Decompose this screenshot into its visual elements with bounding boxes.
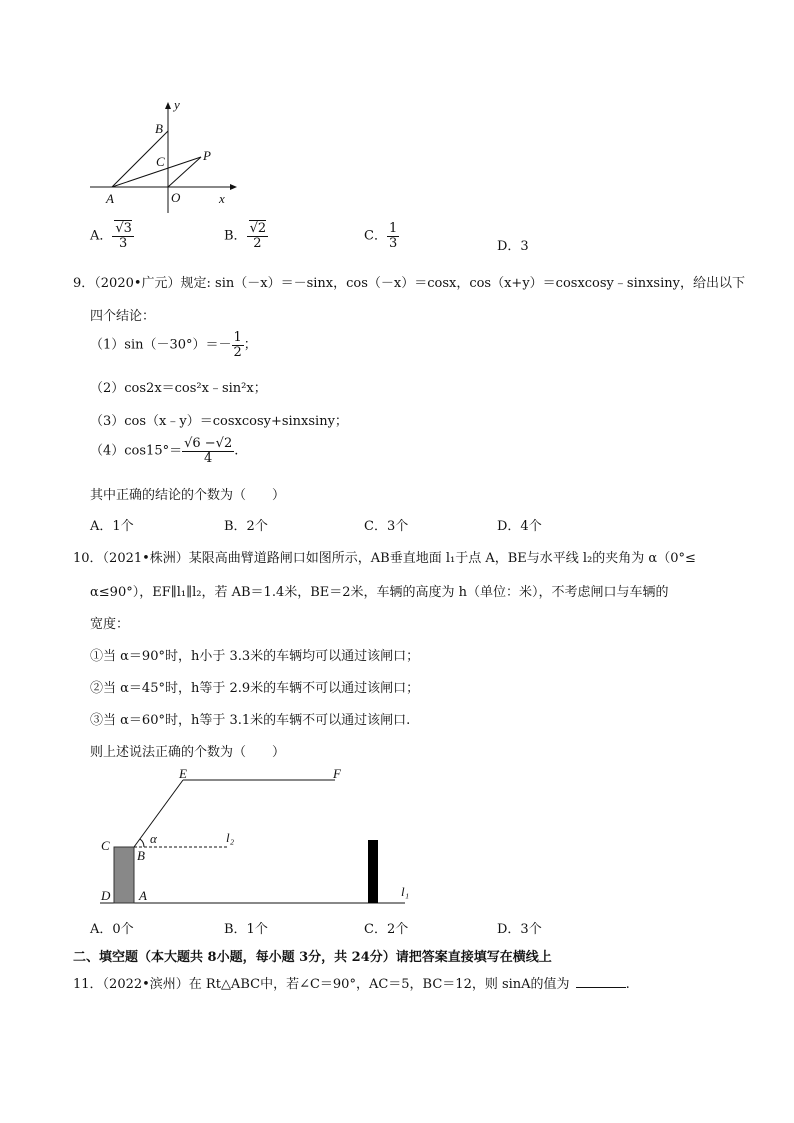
q9-stem-line2: 四个结论： [90, 309, 156, 324]
q10-statement-1: ①当 α＝90°时，h小于 3.3米的车辆均可以通过该闸口； [90, 649, 420, 664]
fig10-label-l1: l₁ [401, 884, 410, 899]
q8-option-d[interactable]: D．3 [497, 239, 529, 254]
fig8-label-x: x [219, 191, 225, 206]
q9-conclusion-3: （3）cos（x﹣y）＝cosxcosy+sinxsiny； [90, 414, 348, 429]
q9-conclusion-4: （4）cos15°＝ $\frac{√6 -√2}{4}$ . [90, 436, 239, 466]
q10-stem-line1: 10．（2021•株洲）某限高曲臂道路闸口如图所示，AB垂直地面 l₁于点 A，BE与水平线 l₂的夹角为 α（0°≤ [73, 551, 696, 566]
fig8-label-O: O [171, 190, 181, 205]
y-axis-arrow [165, 102, 171, 109]
x-axis-arrow [230, 184, 237, 190]
q10-option-c[interactable]: C．2个 [364, 922, 409, 937]
fig10-label-D: D [101, 888, 111, 903]
q9-stem-line1: 9．（2020•广元）规定: sin（－x）＝－sinx，cos（－x）＝cosx，cos（x+y）＝cosxcosy﹣sinxsiny，给出以下 [73, 276, 745, 291]
q9-option-a[interactable]: A．1个 [90, 519, 134, 534]
q8-option-b[interactable]: B． $\frac{√2}{2}$ [224, 221, 267, 251]
q9-option-b[interactable]: B．2个 [224, 519, 268, 534]
fig8-label-C: C [156, 154, 165, 169]
q9-option-d[interactable]: D．4个 [497, 519, 542, 534]
fig10-label-alpha: α [150, 831, 157, 846]
fig8-label-P: P [203, 148, 211, 163]
q10-stem-line3: 宽度： [90, 617, 130, 632]
angle-alpha-arc [140, 839, 144, 847]
q10-stem-line2: α≤90°），EF∥l₁∥l₂，若 AB＝1.4米，BE＝2米，车辆的高度为 h（单位：米），不考虑闸口与车辆的 [90, 585, 669, 600]
fig10-label-l2: l₂ [226, 830, 235, 845]
q10-option-b[interactable]: B．1个 [224, 922, 268, 937]
q10-figure [95, 768, 415, 908]
q10-option-d[interactable]: D．3个 [497, 922, 542, 937]
q9-question: 其中正确的结论的个数为（ ） [90, 488, 286, 503]
q10-question: 则上述说法正确的个数为（ ） [90, 745, 286, 760]
q11-answer-blank[interactable] [576, 977, 626, 988]
section-2-heading: 二、填空题（本大题共 8小题，每小题 3分，共 24分）请把答案直接填写在横线上 [73, 950, 552, 965]
q9-option-c[interactable]: C．3个 [364, 519, 409, 534]
segment-OP [168, 157, 201, 187]
fig8-label-A: A [106, 191, 114, 206]
fig8-label-B: B [155, 121, 163, 136]
q10-statement-2: ②当 α＝45°时，h等于 2.9米的车辆不可以通过该闸口； [90, 681, 420, 696]
vehicle-bar [368, 840, 378, 903]
q8-option-a[interactable]: A． $\frac{√3}{3}$ [90, 221, 132, 251]
q10-option-a[interactable]: A．0个 [90, 922, 134, 937]
q11-stem: 11．（2022•滨州）在 Rt△ABC中，若∠C＝90°，AC＝5，BC＝12，则 sinA的值为 . [73, 977, 630, 992]
q8-option-c[interactable]: C． $\frac{1}{3}$ [364, 221, 398, 251]
arm-BE [134, 780, 183, 847]
fig10-label-B: B [137, 848, 145, 863]
fig8-label-y: y [174, 97, 180, 112]
fig10-label-E: E [179, 766, 187, 781]
fig10-label-F: F [333, 766, 341, 781]
q10-statement-3: ③当 α＝60°时，h等于 3.1米的车辆不可以通过该闸口. [90, 713, 411, 728]
gate-post [114, 847, 134, 903]
fig10-label-A: A [139, 888, 147, 903]
fig10-label-C: C [101, 838, 110, 853]
q9-conclusion-2: （2）cos2x＝cos²x﹣sin²x； [90, 381, 267, 396]
q9-conclusion-1: （1）sin（－30°）＝－ $\frac{1}{2}$ ； [90, 330, 257, 360]
